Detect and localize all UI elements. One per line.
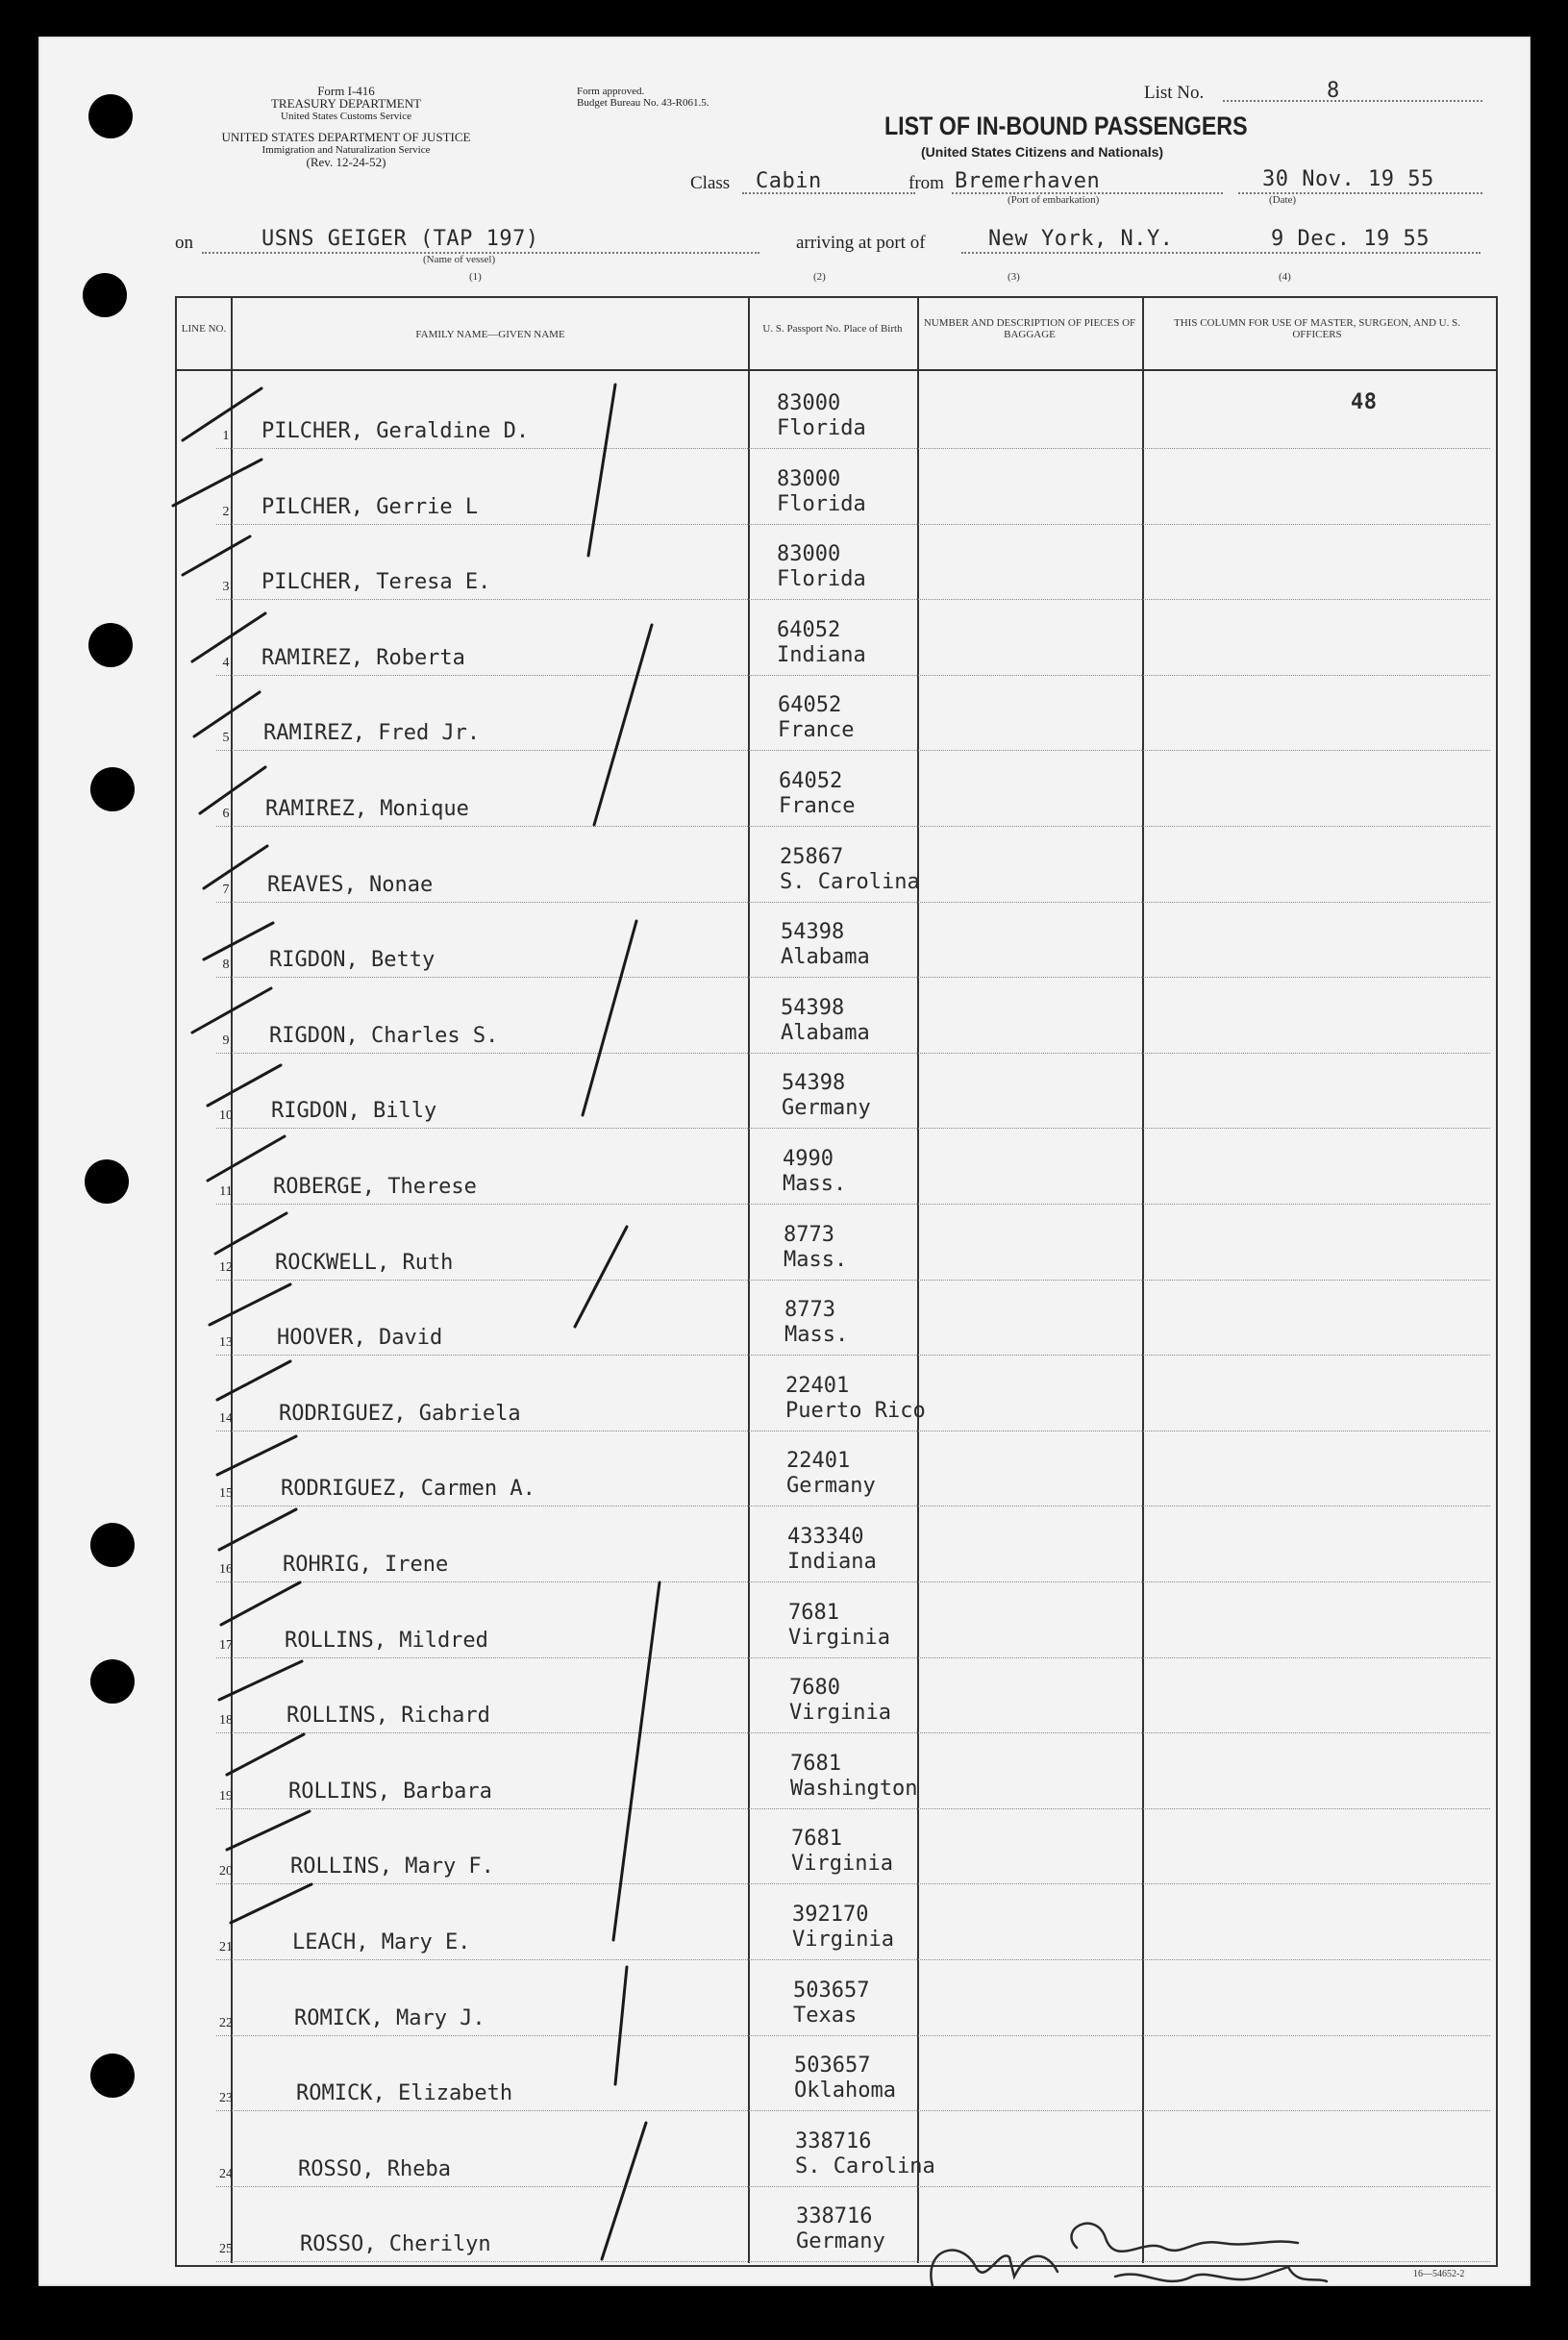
place-of-birth: Mass.: [784, 1323, 849, 1348]
document-page: [38, 37, 1531, 2286]
line-number: 12: [219, 1259, 233, 1275]
passport-number: 83000: [777, 466, 841, 491]
header-baggage: NUMBER AND DESCRIPTION OF PIECES OF BAGGAGE: [923, 317, 1136, 340]
form-approved: Form approved.: [577, 86, 645, 97]
passenger-name: ROMICK, Elizabeth: [296, 2081, 513, 2106]
line-number: 17: [219, 1637, 233, 1653]
customs-service: United States Customs Service: [281, 111, 411, 122]
caption-1: (1): [469, 271, 482, 283]
passenger-name: RIGDON, Charles S.: [269, 1023, 499, 1048]
line-number: 5: [222, 731, 230, 746]
passenger-name: RODRIGUEZ, Carmen A.: [281, 1477, 535, 1502]
passenger-name: RAMIREZ, Roberta: [261, 645, 465, 670]
line-number: 16: [219, 1562, 233, 1577]
caption-4: (4): [1279, 271, 1291, 283]
line-number: 21: [219, 1940, 233, 1954]
treasury-dept: TREASURY DEPARTMENT: [270, 96, 422, 111]
line-number: 24: [219, 2166, 233, 2181]
line-number: 7: [222, 882, 230, 897]
place-of-birth: Indiana: [787, 1550, 877, 1574]
port-of-embarkation: Bremerhaven: [955, 169, 1101, 193]
passport-number: 338716: [796, 2204, 873, 2229]
place-of-birth: Germany: [786, 1474, 876, 1499]
officer-note: 48: [1351, 390, 1378, 414]
list-number-label: List No.: [1144, 83, 1205, 103]
class-value: Cabin: [756, 169, 822, 193]
line-number: 4: [222, 655, 230, 670]
place-of-birth: Florida: [777, 567, 866, 592]
line-number: 11: [219, 1184, 233, 1199]
line-number: 6: [222, 807, 230, 821]
place-of-birth: Germany: [796, 2229, 885, 2254]
passport-number: 7680: [789, 1676, 840, 1701]
passport-number: 4990: [783, 1147, 834, 1171]
passport-number: 64052: [777, 617, 841, 642]
place-of-birth: Oklahoma: [794, 2079, 896, 2104]
passenger-name: ROSSO, Rheba: [298, 2156, 451, 2181]
document-title: LIST OF IN-BOUND PASSENGERS: [884, 112, 1248, 140]
line-number: 18: [219, 1713, 233, 1729]
passport-number: 54398: [781, 995, 845, 1020]
passenger-name: ROMICK, Mary J.: [294, 2005, 485, 2030]
class-label: Class: [690, 173, 731, 193]
passenger-name: ROHRIG, Irene: [283, 1553, 449, 1577]
list-number-value: 8: [1327, 79, 1340, 103]
place-of-birth: S. Carolina: [780, 869, 920, 894]
place-of-birth: Alabama: [781, 945, 870, 970]
place-of-birth: Indiana: [777, 642, 866, 667]
place-of-birth: Mass.: [783, 1172, 847, 1196]
line-number: 19: [219, 1788, 233, 1804]
handwritten-marks: [38, 37, 1531, 2286]
place-of-birth: Texas: [793, 2003, 858, 2028]
passport-number: 22401: [786, 1449, 851, 1474]
passenger-name: LEACH, Mary E.: [292, 1930, 471, 1954]
line-number: 9: [222, 1033, 230, 1048]
port-caption: (Port of embarkation): [1008, 194, 1100, 206]
passport-number: 83000: [777, 391, 841, 415]
place-of-birth: Puerto Rico: [785, 1398, 926, 1423]
vessel-caption: (Name of vessel): [423, 254, 496, 265]
header-passport: U. S. Passport No. Place of Birth: [762, 323, 903, 335]
passport-number: 64052: [778, 693, 842, 718]
place-of-birth: S. Carolina: [795, 2153, 935, 2178]
revision: (Rev. 12-24-52): [306, 155, 386, 169]
passport-number: 54398: [782, 1071, 846, 1096]
header-name: FAMILY NAME—GIVEN NAME: [415, 329, 565, 340]
passenger-name: RIGDON, Billy: [271, 1099, 437, 1124]
embark-date: 30 Nov. 19 55: [1262, 167, 1434, 191]
line-number: 25: [219, 2242, 233, 2257]
signature-icon: [931, 2224, 1327, 2286]
passenger-name: RAMIREZ, Fred Jr.: [263, 721, 481, 746]
place-of-birth: Mass.: [784, 1247, 848, 1272]
passport-number: 54398: [781, 920, 845, 945]
line-number: 14: [219, 1410, 233, 1426]
caption-3: (3): [1008, 271, 1020, 283]
passport-number: 338716: [795, 2128, 872, 2153]
passport-number: 503657: [793, 1978, 870, 2003]
passport-number: 8773: [784, 1222, 834, 1247]
passport-number: 392170: [792, 1903, 869, 1927]
on-label: on: [175, 233, 193, 253]
passenger-name: ROLLINS, Mary F.: [290, 1855, 494, 1879]
header-officers: THIS COLUMN FOR USE OF MASTER, SURGEON, AND U. S. OFFICERS: [1174, 317, 1460, 340]
line-number: 1: [222, 429, 230, 443]
passport-number: 64052: [779, 769, 843, 793]
line-number: 15: [219, 1486, 233, 1502]
place-of-birth: Virginia: [792, 1928, 894, 1952]
header-line-no: LINE NO.: [181, 323, 227, 335]
passport-number: 22401: [785, 1373, 850, 1398]
caption-2: (2): [813, 271, 826, 283]
passenger-name: RIGDON, Betty: [269, 948, 436, 973]
passenger-name: ROLLINS, Mildred: [285, 1628, 488, 1653]
place-of-birth: Alabama: [781, 1020, 870, 1045]
passport-number: 83000: [777, 542, 841, 567]
passenger-name: RODRIGUEZ, Gabriela: [279, 1401, 521, 1426]
arriving-label: arriving at port of: [796, 233, 926, 253]
passenger-name: ROCKWELL, Ruth: [275, 1250, 454, 1275]
passport-number: 25867: [780, 844, 844, 869]
line-number: 10: [219, 1108, 233, 1124]
form-number: Form I-416: [317, 84, 375, 98]
budget-bureau: Budget Bureau No. 43-R061.5.: [577, 97, 709, 109]
place-of-birth: France: [778, 718, 855, 743]
line-number: 2: [222, 504, 230, 519]
passport-number: 8773: [784, 1298, 835, 1323]
passport-number: 433340: [787, 1525, 864, 1549]
place-of-birth: Virginia: [789, 1701, 891, 1726]
line-number: 13: [219, 1335, 233, 1351]
ins-service: Immigration and Naturalization Service: [261, 144, 431, 156]
place-of-birth: France: [779, 794, 856, 818]
vessel-name: USNS GEIGER (TAP 197): [261, 227, 539, 251]
document-subtitle: (United States Citizens and Nationals): [921, 144, 1164, 160]
place-of-birth: Germany: [782, 1096, 871, 1121]
passenger-name: HOOVER, David: [277, 1326, 443, 1351]
passenger-name: PILCHER, Teresa E.: [261, 570, 491, 595]
arrival-date: 9 Dec. 19 55: [1271, 227, 1430, 251]
passenger-name: ROLLINS, Barbara: [288, 1779, 492, 1804]
line-number: 22: [219, 2015, 233, 2030]
passenger-name: ROLLINS, Richard: [286, 1704, 490, 1729]
passport-number: 7681: [791, 1827, 842, 1852]
place-of-birth: Virginia: [788, 1625, 890, 1650]
passenger-name: PILCHER, Geraldine D.: [261, 419, 530, 443]
justice-dept: UNITED STATES DEPARTMENT OF JUSTICE: [221, 130, 471, 144]
passenger-name: ROBERGE, Therese: [273, 1175, 477, 1199]
passport-number: 503657: [794, 2054, 871, 2079]
passenger-name: RAMIREZ, Monique: [265, 797, 469, 821]
place-of-birth: Florida: [777, 491, 866, 516]
from-label: from: [908, 173, 944, 193]
passenger-name: ROSSO, Cherilyn: [300, 2232, 491, 2257]
footer-code: 16—54652-2: [1413, 2269, 1465, 2279]
place-of-birth: Virginia: [791, 1852, 893, 1877]
line-number: 3: [222, 580, 230, 595]
date-caption: (Date): [1269, 194, 1297, 206]
passenger-name: REAVES, Nonae: [267, 872, 434, 897]
line-number: 23: [219, 2091, 233, 2106]
arrival-port: New York, N.Y.: [988, 227, 1174, 251]
line-number: 20: [219, 1864, 233, 1879]
place-of-birth: Florida: [777, 416, 866, 440]
line-number: 8: [222, 958, 230, 973]
place-of-birth: Washington: [790, 1776, 918, 1801]
passport-number: 7681: [790, 1751, 841, 1776]
passport-number: 7681: [788, 1600, 839, 1625]
passenger-name: PILCHER, Gerrie L: [261, 494, 479, 519]
